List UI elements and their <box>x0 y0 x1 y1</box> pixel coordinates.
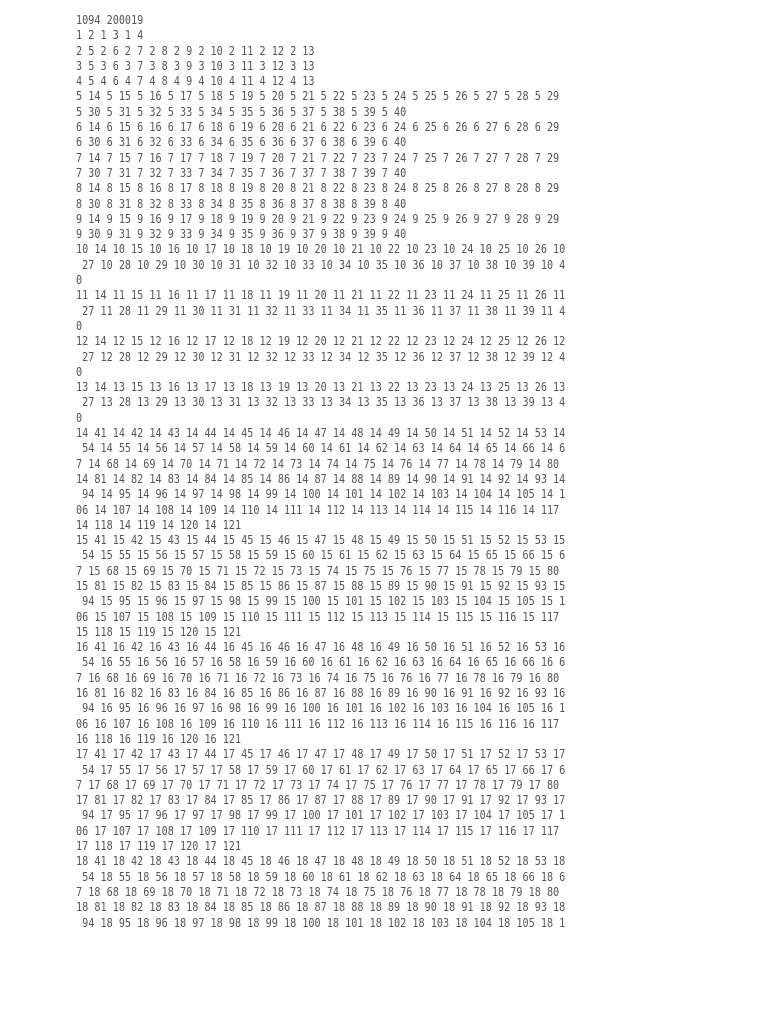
text-line: 5 14 5 15 5 16 5 17 5 18 5 19 5 20 5 21 5 22 5 23 5 24 5 25 5 26 5 27 5 28 5 29 <box>76 89 560 104</box>
text-line: 13 14 13 15 13 16 13 17 13 18 13 19 13 20 13 21 13 22 13 23 13 24 13 25 13 26 13 <box>76 380 566 395</box>
text-line: 11 14 11 15 11 16 11 17 11 18 11 19 11 20 11 21 11 22 11 23 11 24 11 25 11 26 11 <box>76 288 566 303</box>
text-line: 14 118 14 119 14 120 14 121 <box>76 517 242 532</box>
text-line: 0 <box>76 273 83 288</box>
text-line: 3 5 3 6 3 7 3 8 3 9 3 10 3 11 3 12 3 13 <box>76 58 315 73</box>
text-line: 1 2 1 3 1 4 <box>76 28 144 43</box>
text-line: 54 18 55 18 56 18 57 18 58 18 59 18 60 18 61 18 62 18 63 18 64 18 65 18 66 18 6 <box>76 869 566 884</box>
text-line: 15 118 15 119 15 120 15 121 <box>76 624 242 639</box>
text-line: 17 81 17 82 17 83 17 84 17 85 17 86 17 87 17 88 17 89 17 90 17 91 17 92 17 93 17 <box>76 793 566 808</box>
text-line: 54 16 55 16 56 16 57 16 58 16 59 16 60 16 61 16 62 16 63 16 64 16 65 16 66 16 6 <box>76 655 566 670</box>
text-line: 54 17 55 17 56 17 57 17 58 17 59 17 60 17 61 17 62 17 63 17 64 17 65 17 66 17 6 <box>76 762 566 777</box>
text-line: 15 41 15 42 15 43 15 44 15 45 15 46 15 47 15 48 15 49 15 50 15 51 15 52 15 53 15 <box>76 533 566 548</box>
text-line: 14 81 14 82 14 83 14 84 14 85 14 86 14 87 14 88 14 89 14 90 14 91 14 92 14 93 14 <box>76 471 566 486</box>
text-line: 06 17 107 17 108 17 109 17 110 17 111 17 112 17 113 17 114 17 115 17 116 17 117 <box>76 823 560 838</box>
text-line: 27 10 28 10 29 10 30 10 31 10 32 10 33 10 34 10 35 10 36 10 37 10 38 10 39 10 4 <box>76 257 566 272</box>
text-line: 94 15 95 15 96 15 97 15 98 15 99 15 100 15 101 15 102 15 103 15 104 15 105 15 1 <box>76 594 566 609</box>
text-line: 8 14 8 15 8 16 8 17 8 18 8 19 8 20 8 21 8 22 8 23 8 24 8 25 8 26 8 27 8 28 8 29 <box>76 181 560 196</box>
text-line: 7 17 68 17 69 17 70 17 71 17 72 17 73 17 74 17 75 17 76 17 77 17 78 17 79 17 80 <box>76 777 560 792</box>
text-line: 16 118 16 119 16 120 16 121 <box>76 731 242 746</box>
text-line: 0 <box>76 318 83 333</box>
text-line: 15 81 15 82 15 83 15 84 15 85 15 86 15 87 15 88 15 89 15 90 15 91 15 92 15 93 15 <box>76 578 566 593</box>
text-line: 7 14 7 15 7 16 7 17 7 18 7 19 7 20 7 21 7 22 7 23 7 24 7 25 7 26 7 27 7 28 7 29 <box>76 150 560 165</box>
text-line: 27 11 28 11 29 11 30 11 31 11 32 11 33 11 34 11 35 11 36 11 37 11 38 11 39 11 4 <box>76 303 566 318</box>
text-line: 14 41 14 42 14 43 14 44 14 45 14 46 14 47 14 48 14 49 14 50 14 51 14 52 14 53 14 <box>76 426 566 441</box>
text-line: 16 81 16 82 16 83 16 84 16 85 16 86 16 87 16 88 16 89 16 90 16 91 16 92 16 93 16 <box>76 686 566 701</box>
text-line: 06 16 107 16 108 16 109 16 110 16 111 16 112 16 113 16 114 16 115 16 116 16 117 <box>76 716 560 731</box>
text-line: 0 <box>76 410 83 425</box>
text-line: 27 12 28 12 29 12 30 12 31 12 32 12 33 12 34 12 35 12 36 12 37 12 38 12 39 12 4 <box>76 349 566 364</box>
text-line: 8 30 8 31 8 32 8 33 8 34 8 35 8 36 8 37 8 38 8 39 8 40 <box>76 196 407 211</box>
text-line: 16 41 16 42 16 43 16 44 16 45 16 46 16 47 16 48 16 49 16 50 16 51 16 52 16 53 16 <box>76 640 566 655</box>
text-line: 1094 200019 <box>76 13 144 27</box>
text-line: 94 17 95 17 96 17 97 17 98 17 99 17 100 17 101 17 102 17 103 17 104 17 105 17 1 <box>76 808 566 823</box>
text-line: 4 5 4 6 4 7 4 8 4 9 4 10 4 11 4 12 4 13 <box>76 74 315 89</box>
text-line: 0 <box>76 364 83 379</box>
text-line: 12 14 12 15 12 16 12 17 12 18 12 19 12 20 12 21 12 22 12 23 12 24 12 25 12 26 12 <box>76 334 566 349</box>
text-line: 7 15 68 15 69 15 70 15 71 15 72 15 73 15 74 15 75 15 76 15 77 15 78 15 79 15 80 <box>76 563 560 578</box>
text-line: 7 18 68 18 69 18 70 18 71 18 72 18 73 18 74 18 75 18 76 18 77 18 78 18 79 18 80 <box>76 884 560 899</box>
text-line: 7 16 68 16 69 16 70 16 71 16 72 16 73 16 74 16 75 16 76 16 77 16 78 16 79 16 80 <box>76 670 560 685</box>
text-page <box>76 13 696 931</box>
text-line: 54 14 55 14 56 14 57 14 58 14 59 14 60 14 61 14 62 14 63 14 64 14 65 14 66 14 6 <box>76 441 566 456</box>
text-line: 06 14 107 14 108 14 109 14 110 14 111 14 112 14 113 14 114 14 115 14 116 14 117 <box>76 502 560 517</box>
text-line: 17 118 17 119 17 120 17 121 <box>76 839 242 854</box>
text-line: 5 30 5 31 5 32 5 33 5 34 5 35 5 36 5 37 5 38 5 39 5 40 <box>76 104 407 119</box>
text-line: 7 30 7 31 7 32 7 33 7 34 7 35 7 36 7 37 7 38 7 39 7 40 <box>76 165 407 180</box>
text-line: 17 41 17 42 17 43 17 44 17 45 17 46 17 47 17 48 17 49 17 50 17 51 17 52 17 53 17 <box>76 747 566 762</box>
text-line: 9 14 9 15 9 16 9 17 9 18 9 19 9 20 9 21 9 22 9 23 9 24 9 25 9 26 9 27 9 28 9 29 <box>76 211 560 226</box>
text-line: 6 30 6 31 6 32 6 33 6 34 6 35 6 36 6 37 6 38 6 39 6 40 <box>76 135 407 150</box>
text-line: 94 18 95 18 96 18 97 18 98 18 99 18 100 18 101 18 102 18 103 18 104 18 105 18 1 <box>76 915 566 930</box>
text-line: 27 13 28 13 29 13 30 13 31 13 32 13 33 13 34 13 35 13 36 13 37 13 38 13 39 13 4 <box>76 395 566 410</box>
text-line: 7 14 68 14 69 14 70 14 71 14 72 14 73 14 74 14 75 14 76 14 77 14 78 14 79 14 80 <box>76 456 560 471</box>
text-line: 18 41 18 42 18 43 18 44 18 45 18 46 18 47 18 48 18 49 18 50 18 51 18 52 18 53 18 <box>76 854 566 869</box>
text-line: 94 14 95 14 96 14 97 14 98 14 99 14 100 14 101 14 102 14 103 14 104 14 105 14 1 <box>76 487 566 502</box>
text-line: 10 14 10 15 10 16 10 17 10 18 10 19 10 20 10 21 10 22 10 23 10 24 10 25 10 26 10 <box>76 242 566 257</box>
text-line: 18 81 18 82 18 83 18 84 18 85 18 86 18 87 18 88 18 89 18 90 18 91 18 92 18 93 18 <box>76 900 566 915</box>
text-line: 9 30 9 31 9 32 9 33 9 34 9 35 9 36 9 37 9 38 9 39 9 40 <box>76 227 407 242</box>
text-line: 06 15 107 15 108 15 109 15 110 15 111 15 112 15 113 15 114 15 115 15 116 15 117 <box>76 609 560 624</box>
text-line: 6 14 6 15 6 16 6 17 6 18 6 19 6 20 6 21 6 22 6 23 6 24 6 25 6 26 6 27 6 28 6 29 <box>76 120 560 135</box>
text-line: 54 15 55 15 56 15 57 15 58 15 59 15 60 15 61 15 62 15 63 15 64 15 65 15 66 15 6 <box>76 548 566 563</box>
text-line: 2 5 2 6 2 7 2 8 2 9 2 10 2 11 2 12 2 13 <box>76 43 315 58</box>
text-line: 94 16 95 16 96 16 97 16 98 16 99 16 100 16 101 16 102 16 103 16 104 16 105 16 1 <box>76 701 566 716</box>
